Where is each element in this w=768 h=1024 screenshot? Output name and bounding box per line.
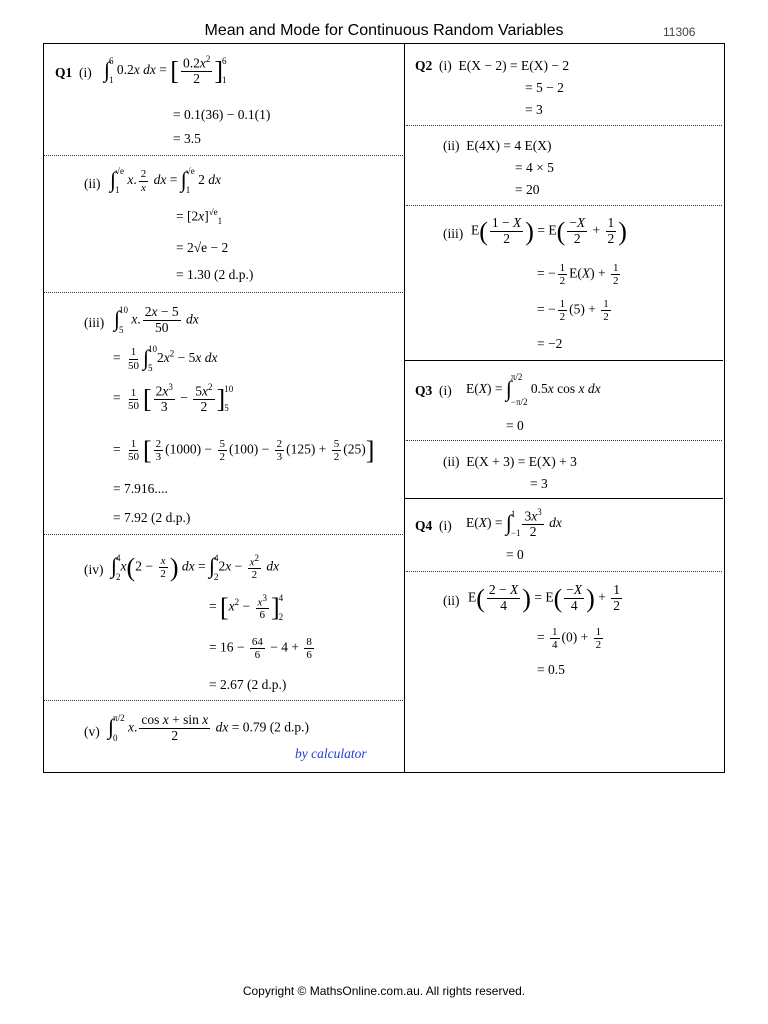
q1-i-line1: ∫ 6 1 0.2x dx = [ $\frac{0.2x^2}{2}$ ] 6 1 bbox=[104, 54, 227, 87]
q1-iv-line1: ∫ 4 2 x(2 − $\frac{x}{2}$ ) dx = ∫ 4 2 2x − $\frac{x^2}{2}$ dx bbox=[111, 552, 280, 582]
q1-ii-line1: ∫ √e 1 x. $\frac{2}{x}$ dx = ∫ √e 1 2 dx bbox=[110, 166, 221, 196]
q1-iii-line6: = 7.92 (2 d.p.) bbox=[113, 510, 191, 525]
q2-label: Q2 bbox=[415, 58, 433, 73]
q2-ii-line3: = 20 bbox=[515, 182, 540, 197]
q1-ii-line4: = 1.30 (2 d.p.) bbox=[176, 267, 254, 282]
divider-q2-ii bbox=[406, 205, 722, 206]
q2-ii-part: (ii) bbox=[443, 138, 460, 153]
q1-i-part: (i) bbox=[79, 65, 92, 80]
q2-i-line1: E(X − 2) = E(X) − 2 bbox=[458, 58, 570, 73]
q1-label: Q1 bbox=[55, 65, 73, 80]
q3-ii-part: (ii) bbox=[443, 454, 460, 469]
divider-q2-i bbox=[406, 125, 722, 126]
q1-ii-line2: = $[2x]^{√e}_1$ bbox=[176, 207, 223, 227]
q3-i-line1: E(X) = ∫ π/2 −π/2 0.5x cos x dx bbox=[466, 372, 601, 408]
q1-i-line2: = 0.1(36) − 0.1(1) bbox=[173, 107, 271, 122]
q2-iii-line1: E( $\frac{1 - X}{2}$ ) = E( $\frac{-X}{2}$ + $\frac{1}{2}$ ) bbox=[471, 215, 627, 247]
q4-label: Q4 bbox=[415, 518, 433, 533]
q1-iii-line5: = 7.916.... bbox=[113, 481, 168, 496]
q1-v-line1: ∫ π/2 0 x. $\frac{\text{cos x + sin x}}{2}$ dx = 0.79 (2 d.p.) bbox=[108, 712, 310, 743]
q1-iii-line3: = $\frac{1}{50}$ [ $\frac{2x^3}{3}$ − $\frac{5x^2}{2}$ ] 10 5 bbox=[113, 382, 234, 415]
q2-ii-line1: E(4X) = 4 E(X) bbox=[466, 138, 552, 153]
copyright-footer: Copyright © MathsOnline.com.au. All rights reserved. bbox=[242, 984, 526, 998]
q1-iv-line3: = 16 − $\frac{64}{6}$ − 4 + $\frac{8}{6}$ bbox=[209, 636, 312, 662]
q3-ii-line1: E(X + 3) = E(X) + 3 bbox=[466, 454, 577, 469]
q1-iii-line2: = $\frac{1}{50}$ ∫ 10 5 $2x^2 - 5x$ dx bbox=[113, 344, 218, 374]
q1-v-part: (v) bbox=[84, 724, 100, 739]
q4-ii-line1: E( $\frac{2 - X}{4}$ ) = E( $\frac{-X}{4}$ ) + $\frac{1}{2}$ bbox=[468, 582, 620, 614]
divider-q3-i bbox=[406, 440, 722, 441]
q1-iii-line4: = $\frac{1}{50}$ [ $\frac{2}{3}$ (1000) − $\frac{5}{2}$ (100) − $\frac{2}{3}$ (125) + $\frac{5}{2}$ (25)] bbox=[113, 436, 375, 465]
q4-i-line2: = 0 bbox=[506, 547, 524, 562]
q2-iii-line4: = −2 bbox=[537, 336, 563, 351]
q1-iv-line4: = 2.67 (2 d.p.) bbox=[209, 677, 287, 692]
q2-iii-line2: = − $\frac{1}{2}$ E(X) + $\frac{1}{2}$ bbox=[537, 262, 619, 288]
divider-q1-ii bbox=[44, 292, 403, 293]
q3-i-line2: = 0 bbox=[506, 418, 524, 433]
q2-iii-line3: = − $\frac{1}{2}$ (5) + $\frac{1}{2}$ bbox=[537, 298, 609, 324]
q2-ii-line2: = 4 × 5 bbox=[515, 160, 554, 175]
q2-iii-part: (iii) bbox=[443, 226, 464, 241]
q1-iii-line1: ∫ 10 5 x. $\frac{2x - 5}{50}$ dx bbox=[114, 304, 199, 335]
divider-q2-q3 bbox=[405, 360, 723, 361]
q1-ii-part: (ii) bbox=[84, 176, 101, 191]
q1-iv-line2: = [$x^2$ − $\frac{x^3}{6}$ ] 4 2 bbox=[209, 592, 284, 622]
q3-i-part: (i) bbox=[439, 383, 452, 398]
q4-i-line1: E(X) = ∫ 1 −1 $\frac{3x^3}{2}$ dx bbox=[466, 507, 562, 540]
divider-q4-i bbox=[406, 571, 722, 572]
q2-i-line3: = 3 bbox=[525, 102, 543, 117]
q1-iii-part: (iii) bbox=[84, 315, 105, 330]
q4-i-part: (i) bbox=[439, 518, 452, 533]
q1-ii-line3: = 2√e − 2 bbox=[176, 240, 229, 255]
divider-q1-iv bbox=[44, 700, 403, 701]
q3-label: Q3 bbox=[415, 383, 433, 398]
q3-ii-line2: = 3 bbox=[530, 476, 548, 491]
q2-i-line2: = 5 − 2 bbox=[525, 80, 564, 95]
q1-i-line3: = 3.5 bbox=[173, 131, 201, 146]
q4-ii-line2: = $\frac{1}{4}$ (0) + $\frac{1}{2}$ bbox=[537, 626, 602, 652]
column-divider bbox=[404, 43, 405, 773]
q4-ii-line3: = 0.5 bbox=[537, 662, 565, 677]
page-title: Mean and Mode for Continuous Random Variables bbox=[204, 22, 564, 39]
q1-iv-part: (iv) bbox=[84, 562, 104, 577]
q4-ii-part: (ii) bbox=[443, 593, 460, 608]
q1-v-note: by calculator bbox=[295, 746, 367, 761]
divider-q1-i bbox=[44, 155, 403, 156]
worksheet-code: 11306 bbox=[663, 25, 696, 39]
q2-i-part: (i) bbox=[439, 58, 452, 73]
divider-q3-q4 bbox=[405, 498, 723, 499]
divider-q1-iii bbox=[44, 534, 403, 535]
